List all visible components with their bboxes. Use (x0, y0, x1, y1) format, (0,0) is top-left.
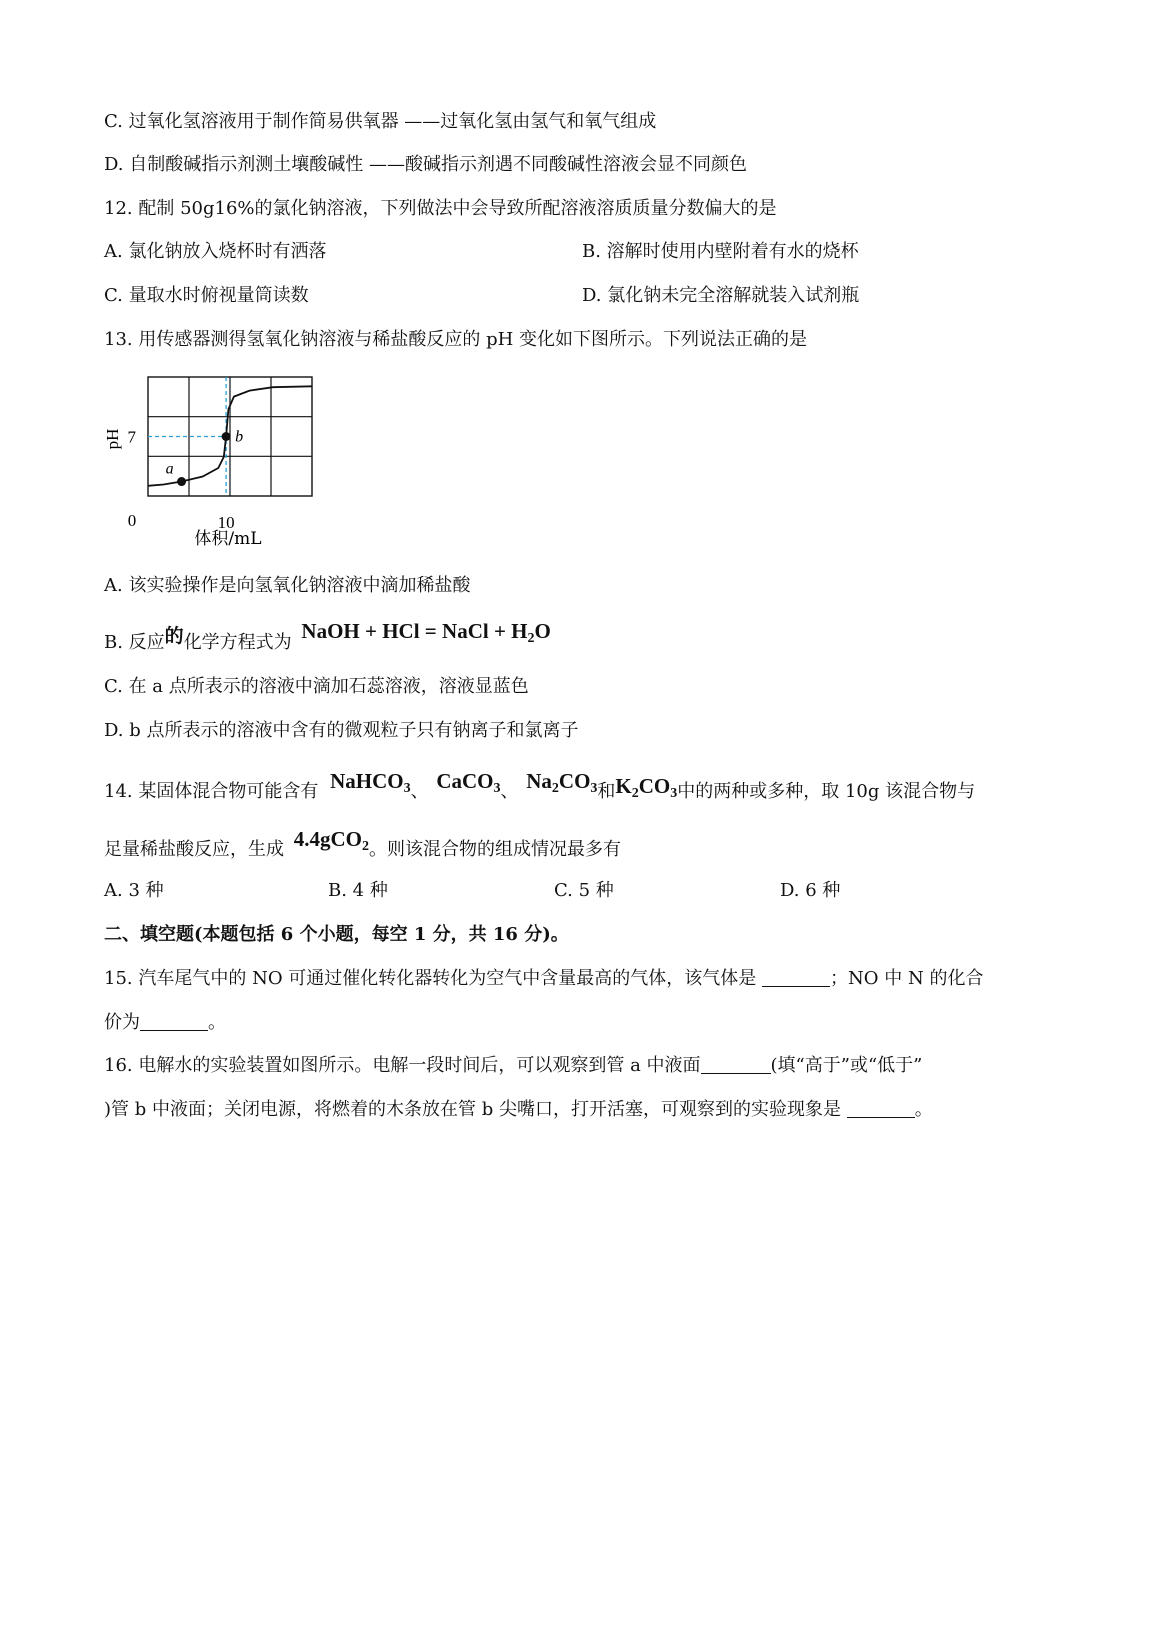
q11-option-d: D. 自制酸碱指示剂测土壤酸碱性 ——酸碱指示剂遇不同酸碱性溶液会显不同颜色 (104, 154, 747, 175)
q14-stem-prefix: 14. 某固体混合物可能含有 (104, 781, 319, 802)
q16-text-d: 。 (914, 1099, 933, 1120)
q13-option-b-prefix: B. 反应 (104, 632, 165, 653)
q14-option-c: C. 5 种 (554, 880, 614, 901)
q14-sep2: 、 (500, 781, 519, 802)
q15-text-c: 价为 (104, 1012, 140, 1033)
q11-option-c: C. 过氧化氢溶液用于制作简易供氧器 ——过氧化氢由氢气和氧气组成 (104, 111, 657, 132)
q13-equation: NaOH + HCl = NaCl + $H_2O$ (301, 619, 551, 646)
q14-stem-suffix: 中的两种或多种，取 10g 该混合物与 (677, 781, 976, 802)
q12-options-row2 (104, 283, 860, 309)
q12-option-b: B. 溶解时使用内壁附着有水的烧杯 (582, 241, 859, 262)
q13-stem: 13. 用传感器测得氢氧化钠溶液与稀盐酸反应的 pH 变化如下图所示。下列说法正确的是 (104, 329, 808, 350)
formula-k2co3: $K_2CO_3$ (615, 774, 678, 801)
formula-4-4gco2: 4.4gCO$_2$ (293, 827, 369, 854)
q14-option-b: B. 4 种 (328, 880, 388, 901)
q13-option-b-mid: 化学方程式为 (183, 632, 292, 653)
q16-text-c: )管 b 中液面；关闭电源，将燃着的木条放在管 b 尖嘴口，打开活塞，可观察到的实验现象是 (104, 1099, 841, 1120)
q16-blank-2[interactable] (847, 1097, 915, 1118)
section-title: 二、填空题(本题包括 6 个小题，每空 1 分，共 16 分)。 (104, 924, 569, 945)
y-tick-7: 7 (127, 427, 136, 447)
q15-text-d: 。 (208, 1012, 226, 1033)
q16-text-b: (填“高于”或“低于” (770, 1055, 923, 1076)
q16-blank-1[interactable] (701, 1053, 771, 1074)
point-label-a: a (165, 460, 174, 478)
q15-blank-1[interactable] (762, 966, 830, 987)
q13-option-b-de: 的 (164, 625, 184, 647)
q12-stem: 12. 配制 50g16%的氯化钠溶液，下列做法中会导致所配溶液溶质质量分数偏大的是 (104, 198, 777, 219)
x-tick-10: 10 (217, 513, 235, 532)
q15-line2 (104, 1010, 226, 1036)
q14-stem-line1 (104, 769, 976, 811)
q14-stem-line2 (104, 827, 621, 869)
q14-sep1: 、 (410, 781, 429, 802)
q14-sep3: 和 (597, 781, 616, 802)
q16-text-a: 16. 电解水的实验装置如图所示。电解一段时间后，可以观察到管 a 中液面 (104, 1055, 701, 1076)
formula-na2co3: $Na_2CO_3$ (526, 769, 598, 796)
q14-line2-prefix: 足量稀盐酸反应，生成 (104, 839, 284, 860)
q15-blank-2[interactable] (140, 1010, 208, 1031)
q12-option-c: C. 量取水时俯视量筒读数 (104, 285, 309, 306)
y-axis-label: pH (103, 428, 122, 450)
q16-line1 (104, 1053, 922, 1079)
q13-option-d: D. b 点所表示的溶液中含有的微观粒子只有钠离子和氯离子 (104, 720, 579, 741)
formula-nahco3: NaHCO$_3$ (330, 769, 411, 796)
q14-option-d: D. 6 种 (780, 880, 841, 901)
q14-line2-suffix: 。则该混合物的组成情况最多有 (368, 839, 621, 860)
q15-line1 (104, 966, 983, 992)
q12-option-d: D. 氯化钠未完全溶解就装入试剂瓶 (582, 285, 860, 306)
chart-guide-lines (148, 377, 226, 496)
q13-option-c: C. 在 a 点所表示的溶液中滴加石蕊溶液，溶液显蓝色 (104, 676, 529, 697)
ph-curve-chart (96, 368, 326, 554)
x-axis-label: 体积/mL (194, 529, 262, 549)
q13-option-a: A. 该实验操作是向氢氧化钠溶液中滴加稀盐酸 (104, 575, 471, 596)
point-label-b: b (235, 428, 244, 446)
q15-text-b: ；NO 中 N 的化合 (830, 968, 984, 989)
point-a (177, 477, 186, 486)
formula-caco3: CaCO$_3$ (436, 769, 501, 796)
x-tick-0: 0 (127, 511, 137, 530)
q16-line2 (104, 1097, 933, 1123)
q14-option-a: A. 3 种 (104, 880, 164, 901)
point-b (222, 432, 231, 441)
q15-text-a: 15. 汽车尾气中的 NO 可通过催化转化器转化为空气中含量最高的气体，该气体是 (104, 968, 757, 989)
q12-option-a: A. 氯化钠放入烧杯时有洒落 (104, 241, 327, 262)
q12-options-row1 (104, 239, 859, 265)
q13-option-b (104, 619, 551, 662)
